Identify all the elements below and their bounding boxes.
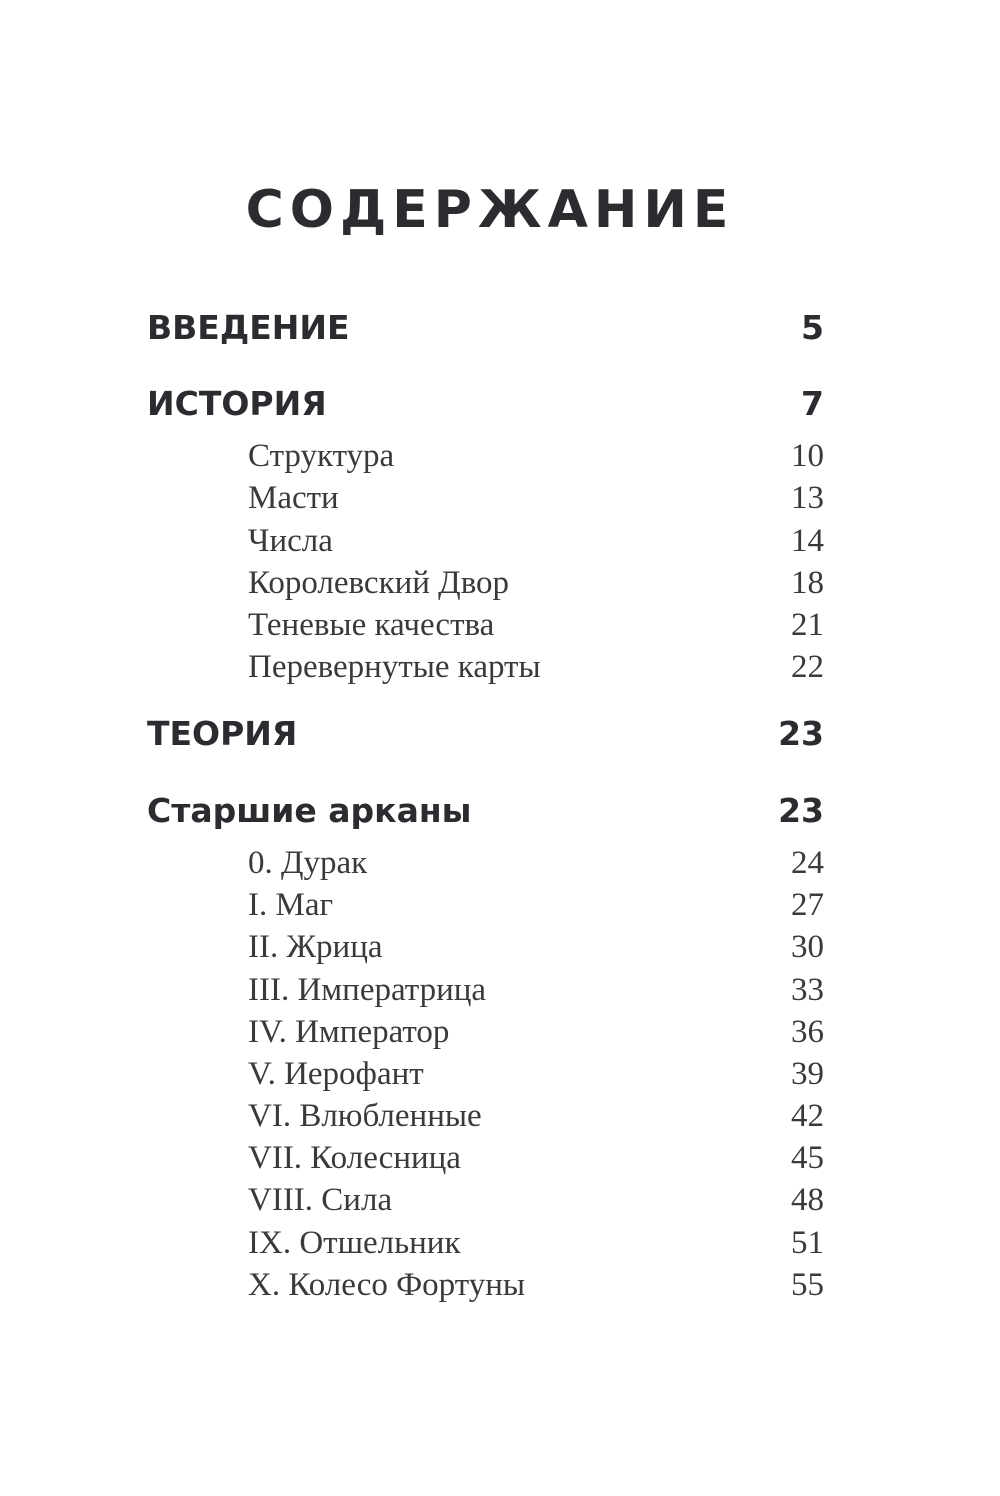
toc-entry-page: 7 — [801, 384, 824, 423]
toc-entry-page: 45 — [791, 1140, 824, 1176]
toc-entry-page: 22 — [791, 649, 824, 685]
toc-entry-page: 23 — [778, 714, 824, 753]
toc-entry-label: Масти — [248, 480, 339, 516]
toc-entry-page: 55 — [791, 1267, 824, 1303]
toc-entry-label: Теневые качества — [248, 607, 495, 643]
toc-entry-label: VI. Влюбленные — [248, 1098, 482, 1134]
toc-entry-label: IX. Отшельник — [248, 1225, 461, 1261]
toc-entry-page: 18 — [791, 565, 824, 601]
toc-entry-label: ИСТОРИЯ — [147, 384, 327, 423]
toc-entry-label: Старшие арканы — [147, 791, 472, 830]
toc-entry-page: 42 — [791, 1098, 824, 1134]
toc-entry-page: 24 — [791, 845, 824, 881]
toc-entry-page: 39 — [791, 1056, 824, 1092]
toc-entry-label: ВВЕДЕНИЕ — [147, 308, 350, 347]
toc-entry-label: IV. Император — [248, 1014, 450, 1050]
toc-entry-label: X. Колесо Фортуны — [248, 1267, 526, 1303]
page-title: СОДЕРЖАНИЕ — [245, 180, 735, 240]
toc-entry-label: Перевернутые карты — [248, 649, 541, 685]
toc-entry-label: VII. Колесница — [248, 1140, 461, 1176]
toc-entry-page: 51 — [791, 1225, 824, 1261]
toc-entry-page: 48 — [791, 1182, 824, 1218]
toc-entry-page: 5 — [801, 308, 824, 347]
toc-entry-page: 30 — [791, 929, 824, 965]
toc-entry-page: 14 — [791, 523, 824, 559]
toc-entry-label: Числа — [248, 523, 333, 559]
toc-entry-page: 23 — [778, 791, 824, 830]
toc-entry-label: II. Жрица — [248, 929, 383, 965]
toc-entry-page: 13 — [791, 480, 824, 516]
toc-entry-label: 0. Дурак — [248, 845, 368, 881]
toc-entry-label: Королевский Двор — [248, 565, 510, 601]
toc-entry-page: 10 — [791, 438, 824, 474]
toc-entry-page: 33 — [791, 972, 824, 1008]
toc-entry-label: ТЕОРИЯ — [147, 714, 298, 753]
toc-entry-label: V. Иерофант — [248, 1056, 424, 1092]
toc-entry-label: VIII. Сила — [248, 1182, 393, 1218]
toc-entry-page: 21 — [791, 607, 824, 643]
toc-entry-label: I. Маг — [248, 887, 334, 923]
toc-entry-page: 36 — [791, 1014, 824, 1050]
toc-entry-page: 27 — [791, 887, 824, 923]
toc-entry-label: III. Императрица — [248, 972, 487, 1008]
toc-entry-label: Структура — [248, 438, 395, 474]
